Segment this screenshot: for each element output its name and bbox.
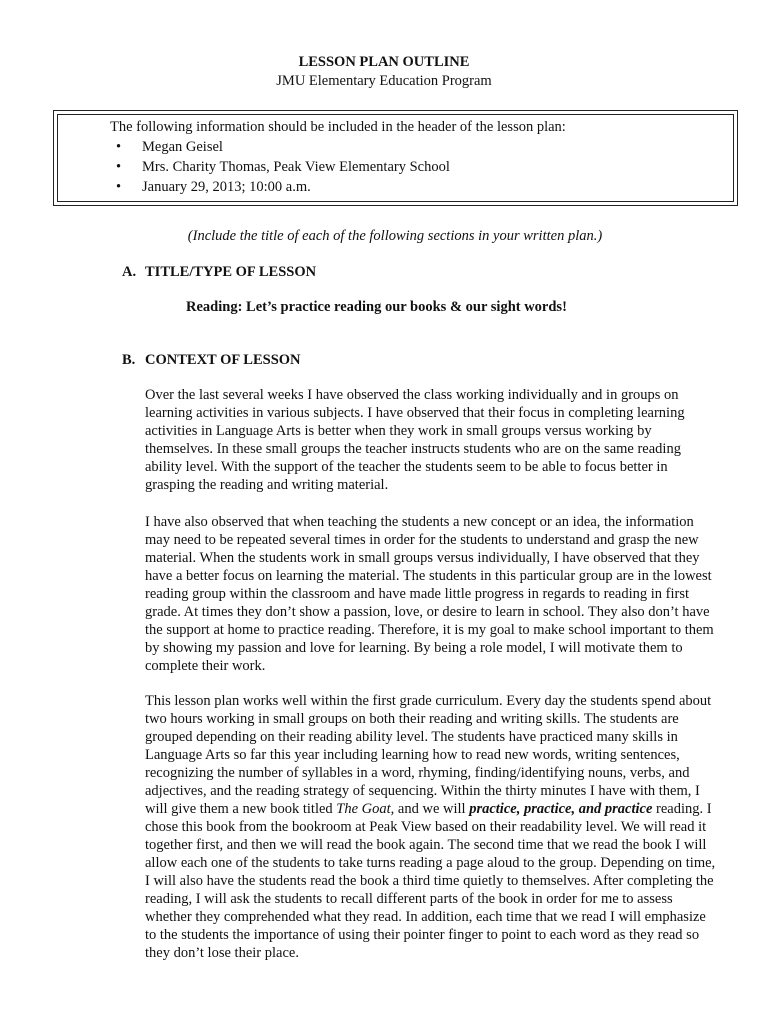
paragraph-text: I have also observed that when teaching the students a new concept or an idea, the information may need to be repeated several times in order for the students to understand and grasp the new material. When the students work in small groups versus individually, I have observed that they have a better focus on learning the material. The students in this particular group are in the lowest reading group within the classroom and have made little progress in regards to reading in first grade. At times they don’t show a passion, love, or desire to learn in school. They also don’t have the support at home to practice reading. Therefore, it is my goal to make school important to them by showing my passion and love for learning. By being a role model, I will motivate them to complete their work. [145,514,714,674]
context-paragraph-1 [145,386,720,494]
header-bullet-text: Megan Geisel [142,139,223,155]
section-b-title: CONTEXT OF LESSON [145,352,301,368]
section-a-heading [122,264,316,281]
paragraph-3-part-1: This lesson plan works well within the first grade curriculum. Every day the students spend about two hours working in small groups on both their reading and writing skills. The students are grouped depending on their reading ability level. The students have practiced many skills in Language Arts so far this year including learning how to read new words, writing sentences, recognizing the number of syllables in a word, rhyming, finding/identifying nouns, verbs, and adjectives, and the reading strategy of sequencing. Within the thirty minutes I have with them, I will give them a new book titled [145,693,712,817]
header-bullet-item [110,157,566,177]
bullet-icon: • [116,159,122,175]
book-title: The Goat, [336,801,395,817]
paragraph-3-part-2: and we will [394,801,470,817]
section-a-letter: A. [122,264,137,280]
practice-emphasis: practice, practice, and practice [469,801,653,817]
document-subtitle: JMU Elementary Education Program [276,73,492,89]
document-title: LESSON PLAN OUTLINE [298,54,470,70]
header-bullet-item [110,137,566,157]
section-a-title: TITLE/TYPE OF LESSON [145,264,317,280]
header-bullet-text: Mrs. Charity Thomas, Peak View Elementary School [142,159,450,175]
header-info-content [110,117,566,197]
header-bullet-item [110,177,566,197]
context-paragraph-2 [145,513,720,675]
paragraph-text [145,692,720,962]
header-info-box [53,110,738,206]
paragraph-3-part-3: reading. I chose this book from the bookroom at Peak View based on their readability level. We will read it together first, and then we will read the book again. The second time that we read the book I will allow each one of the students to take turns reading a page aloud to the group. Depending on time, I will also have the students read the book a third time quietly to themselves. After completing the reading, I will ask the students to recall different parts of the book in order for me to assess whether they comprehended what they read. In addition, each time that we read I will emphasize to the students the importance of using their pointer finger to point to each word as they read so they don’t lose their place. [145,801,716,961]
header-info-intro: The following information should be included in the header of the lesson plan: [110,119,566,135]
paragraph-text: Over the last several weeks I have observed the class working individually and in groups on learning activities in various subjects. I have observed that their focus in completing learning activities in Language Arts is better when they work in small groups versus working by themselves. In these small groups the teacher instructs students who are on the same reading ability level. With the support of the teacher the students seem to be able to focus better in grasping the reading and writing material. [145,387,685,493]
header-bullet-text: January 29, 2013; 10:00 a.m. [142,179,311,195]
section-instruction-note: (Include the title of each of the following sections in your written plan.) [187,228,603,244]
section-b-heading [122,352,301,369]
section-b-letter: B. [122,352,136,368]
lesson-title: Reading: Let’s practice reading our books & our sight words! [186,299,567,315]
context-paragraph-3 [145,692,720,962]
bullet-icon: • [116,139,122,155]
bullet-icon: • [116,179,122,195]
